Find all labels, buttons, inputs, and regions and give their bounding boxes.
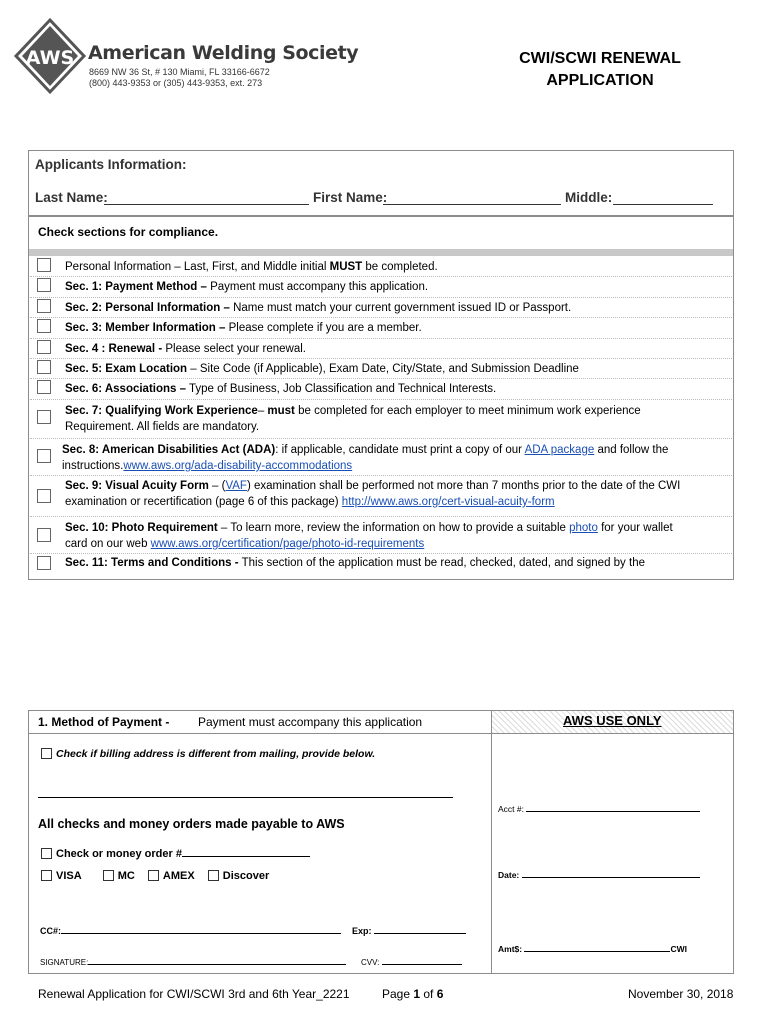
compliance-item xyxy=(65,381,715,397)
mc-label: MC xyxy=(117,870,135,882)
item-text: Payment must accompany this application. xyxy=(206,281,429,293)
item-url-link[interactable]: http://www.aws.org/cert-visual-acuity-form xyxy=(341,496,555,508)
cc-label: CC#: xyxy=(40,926,62,936)
row-separator xyxy=(30,317,732,318)
address-line-1: 8669 NW 36 St, # 130 Miami, FL 33166-6672 xyxy=(89,67,270,77)
compliance-item xyxy=(65,300,715,316)
billing-check-row[interactable] xyxy=(41,748,375,760)
compliance-checkbox[interactable] xyxy=(37,528,51,542)
footer-left: Renewal Application for CWI/SCWI 3rd and 6th Year_2221 xyxy=(38,987,350,1001)
item-link[interactable]: photo xyxy=(569,522,598,534)
item-text: and follow the xyxy=(594,444,669,456)
row-separator xyxy=(30,438,732,439)
middle-name-field[interactable] xyxy=(613,204,713,205)
compliance-item xyxy=(65,279,715,295)
mc-checkbox[interactable] xyxy=(103,870,114,881)
item-text: Type of Business, Job Classification and Technical Interests. xyxy=(186,383,497,395)
item-link[interactable]: VAF xyxy=(225,480,247,492)
divider-bar xyxy=(29,249,733,256)
row-separator xyxy=(30,399,732,400)
item-section-label: Sec. 9: Visual Acuity Form xyxy=(65,480,209,492)
compliance-checkbox[interactable] xyxy=(37,278,51,292)
row-separator xyxy=(30,338,732,339)
item-text: be completed for each employer to meet minimum work experience xyxy=(294,405,641,417)
last-name-label: Last Name: xyxy=(35,190,108,205)
billing-address-field[interactable] xyxy=(38,797,453,798)
compliance-heading: Check sections for compliance. xyxy=(38,225,219,239)
exp-label: Exp: xyxy=(352,926,372,936)
item-text-line2: examination or recertification (page 6 of this package) xyxy=(65,496,342,508)
item-text-line2: card on our web xyxy=(65,538,151,550)
compliance-item xyxy=(65,259,715,275)
compliance-checkbox[interactable] xyxy=(37,340,51,354)
payment-divider xyxy=(491,710,492,974)
item-text: – Site Code (if Applicable), Exam Date, City/State, and Submission Deadline xyxy=(187,363,579,375)
card-options-row xyxy=(41,870,269,882)
compliance-item xyxy=(65,520,715,552)
item-text: This section of the application must be read, checked, dated, and signed by the xyxy=(238,557,645,569)
discover-label: Discover xyxy=(222,870,270,882)
date-field[interactable] xyxy=(522,877,700,878)
item-url-link[interactable]: www.aws.org/certification/page/photo-id-requirements xyxy=(150,538,425,550)
visa-label: VISA xyxy=(56,870,82,882)
item-text: : if applicable, candidate must print a copy of our xyxy=(275,444,525,456)
aws-use-only-label: AWS USE ONLY xyxy=(563,713,662,728)
acct-field[interactable] xyxy=(526,811,700,812)
item-text: Please select your renewal. xyxy=(162,343,306,355)
form-title-line-2: APPLICATION xyxy=(546,72,654,89)
item-link[interactable]: ADA package xyxy=(524,444,595,456)
row-separator xyxy=(30,276,732,277)
item-emphasis: must xyxy=(267,405,295,417)
signature-field[interactable] xyxy=(88,964,346,965)
page-total: 6 xyxy=(436,987,444,1001)
page-of: of xyxy=(420,987,437,1001)
compliance-checkbox[interactable] xyxy=(37,380,51,394)
compliance-checkbox[interactable] xyxy=(37,258,51,272)
row-separator xyxy=(30,553,732,554)
amex-checkbox[interactable] xyxy=(148,870,159,881)
item-section-label: Sec. 6: Associations – xyxy=(65,383,187,395)
date-row xyxy=(498,870,700,880)
cvv-field[interactable] xyxy=(382,964,462,965)
compliance-checkbox[interactable] xyxy=(37,449,51,463)
org-name: American Welding Society xyxy=(88,42,359,64)
item-text-line2: instructions. xyxy=(62,460,124,472)
discover-checkbox[interactable] xyxy=(208,870,219,881)
card-option-discover[interactable] xyxy=(208,870,269,882)
card-option-visa[interactable] xyxy=(41,870,82,882)
footer-date: November 30, 2018 xyxy=(628,987,734,1001)
exp-row xyxy=(352,926,466,936)
first-name-field[interactable] xyxy=(383,204,561,205)
amt-suffix: CWI xyxy=(670,944,687,954)
first-name-label: First Name: xyxy=(313,190,388,205)
svg-text:AWS: AWS xyxy=(25,47,75,69)
item-section-label: Sec. 1: Payment Method – xyxy=(65,281,207,293)
billing-check-label: Check if billing address is different from mailing, provide below. xyxy=(56,748,376,760)
row-separator xyxy=(30,516,732,517)
exp-field[interactable] xyxy=(374,933,466,934)
compliance-checkbox[interactable] xyxy=(37,319,51,333)
item-url-link[interactable]: www.aws.org/ada-disability-accommodations xyxy=(123,460,353,472)
item-text-line2: Requirement. All fields are mandatory. xyxy=(65,421,260,433)
compliance-item xyxy=(65,341,715,357)
item-text: Please complete if you are a member. xyxy=(225,322,422,334)
cc-field[interactable] xyxy=(61,933,341,934)
date-label: Date: xyxy=(498,870,520,880)
item-text: – To learn more, review the information on how to provide a suitable xyxy=(217,522,570,534)
row-separator xyxy=(30,378,732,379)
cvv-row xyxy=(361,958,462,967)
check-money-order-row[interactable] xyxy=(41,848,310,860)
aws-logo-icon xyxy=(10,16,90,96)
compliance-item xyxy=(65,478,715,510)
compliance-item xyxy=(65,361,715,377)
compliance-item xyxy=(62,442,712,474)
amt-row xyxy=(498,944,687,954)
item-section-label: Sec. 3: Member Information – xyxy=(65,322,226,334)
payment-section-label: 1. Method of Payment - xyxy=(38,715,170,729)
compliance-checkbox[interactable] xyxy=(37,410,51,424)
item-text: – xyxy=(257,405,268,417)
item-text: Name must match your current government issued ID or Passport. xyxy=(229,302,572,314)
acct-row xyxy=(498,804,700,814)
form-title-line-1: CWI/SCWI RENEWAL xyxy=(519,50,681,67)
checks-payable-text: All checks and money orders made payable to AWS xyxy=(38,817,345,831)
page-number: 1 xyxy=(413,987,421,1001)
item-section-label: Sec. 10: Photo Requirement xyxy=(65,522,218,534)
signature-label: SIGNATURE: xyxy=(40,958,89,967)
card-option-amex[interactable] xyxy=(148,870,195,882)
payment-section-note: Payment must accompany this application xyxy=(198,715,423,729)
check-money-order-label: Check or money order # xyxy=(56,848,182,860)
check-number-field[interactable] xyxy=(182,856,310,857)
item-section-label: Sec. 8: American Disabilities Act (ADA) xyxy=(62,444,276,456)
compliance-checkbox[interactable] xyxy=(37,360,51,374)
card-option-mc[interactable] xyxy=(103,870,135,882)
item-section-label: Sec. 4 : Renewal - xyxy=(65,343,163,355)
cvv-label: CVV: xyxy=(361,958,380,967)
row-separator xyxy=(30,475,732,476)
middle-name-label: Middle: xyxy=(565,190,613,205)
last-name-field[interactable] xyxy=(104,204,309,205)
compliance-item xyxy=(65,555,715,571)
item-section-label: Sec. 11: Terms and Conditions - xyxy=(65,557,239,569)
footer-page xyxy=(382,987,443,1001)
billing-checkbox[interactable] xyxy=(41,748,52,759)
amt-label: Amt$: xyxy=(498,944,523,954)
compliance-checkbox[interactable] xyxy=(37,556,51,570)
row-separator xyxy=(30,297,732,298)
item-text: be completed. xyxy=(362,261,438,273)
amt-field[interactable] xyxy=(524,951,670,952)
item-text: Personal Information – Last, First, and Middle initial xyxy=(65,261,330,273)
visa-checkbox[interactable] xyxy=(41,870,52,881)
check-money-order-checkbox[interactable] xyxy=(41,848,52,859)
item-section-label: Sec. 5: Exam Location xyxy=(65,363,188,375)
acct-label: Acct #: xyxy=(498,804,524,814)
item-emphasis: MUST xyxy=(329,261,363,273)
row-separator xyxy=(30,358,732,359)
address-line-2: (800) 443-9353 or (305) 443-9353, ext. 273 xyxy=(89,78,263,88)
item-text: – ( xyxy=(208,480,226,492)
compliance-item xyxy=(65,320,715,336)
cc-row xyxy=(40,926,341,936)
amex-label: AMEX xyxy=(162,870,195,882)
item-text: ) examination shall be performed not more than 7 months prior to the date of the CWI xyxy=(246,480,681,492)
compliance-checkbox[interactable] xyxy=(37,489,51,503)
applicant-heading: Applicants Information: xyxy=(35,157,187,172)
signature-row xyxy=(40,958,346,967)
compliance-item xyxy=(65,403,715,435)
compliance-checkbox[interactable] xyxy=(37,299,51,313)
item-text: for your wallet xyxy=(597,522,673,534)
page-prefix: Page xyxy=(382,987,414,1001)
item-section-label: Sec. 7: Qualifying Work Experience xyxy=(65,405,258,417)
item-section-label: Sec. 2: Personal Information – xyxy=(65,302,230,314)
